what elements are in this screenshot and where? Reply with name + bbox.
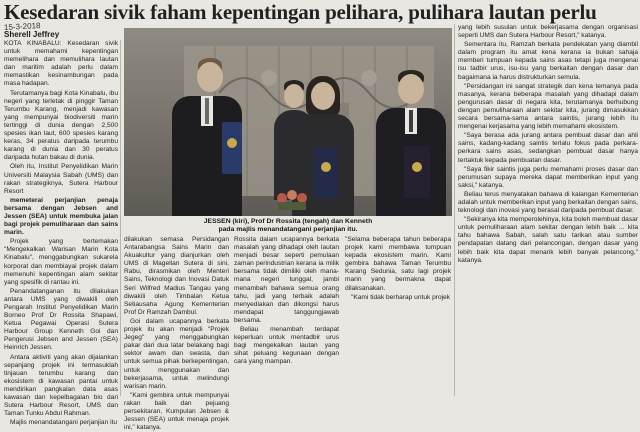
paragraph: "Kami tidak berharap untuk projek [351, 293, 451, 301]
agreement-book-center [314, 148, 338, 198]
article-headline: Kesedaran sivik faham kepentingan pelihara, pulihara lautan perlu [4, 0, 597, 24]
paragraph: Sementara itu, Ramzah berkata pendekatan yang diambil dalam program itu amat kena kerana ia bukan sahaja memberi tumpuan kepada sains asas tetapi juga mengenai isu tadbir urus, isu-isu yang berkaitan dengan dasar dan bagaimana ia harus distrukturkan semula. [458, 41, 638, 81]
paragraph: "Kami gembira untuk mempunyai rakan baik dan pejuang persekitaran, Kumpulan Jebsen & Jessen (SEA) untuk menaja projek ini," katanya. [124, 391, 229, 432]
paragraph: yang lebih susulan untuk bekerjasama dengan organisasi seperti UMS dan Sutera Harbour Resort," katanya. [458, 24, 638, 40]
column-divider [120, 40, 121, 396]
paragraph: Rossita dalam ucapannya berkata masalah yang dihadapi oleh lautan menjadi besar seperti pemulaan zaman perindustrian kerana ia milik bersama tidak dimiliki oleh mana-mana negeri tunggal, jambi menambah bahawa semua orang tahu, jadi yang terbaik adalah menyediakan dan dikongsi harus mendapat tanggungjawab bersama. [234, 236, 339, 324]
article-byline: Sherell Jeffrey [4, 30, 60, 39]
column-divider [454, 24, 455, 396]
caption-line: pada majlis menandatangani perjanjian itu. [218, 226, 358, 233]
handwritten-date: 15-3-2018 [3, 21, 41, 32]
paragraph: Beliau terus menyatakan bahawa di kalangan Kementerian adalah untuk memberikan input yang berkaitan dengan sains, teknologi dan inovasi yang berasal daripada pembuat dasar. [458, 190, 638, 215]
paragraph: "Persidangan ini sangat strategik dan kena temanya pada masanya, kerana beberapa masalah yang dihadapi dalam pengurusan dasar di negara kita, terutamanya berhubung dengan pemuliharaan alam sekitar kita, jurang dimasukkan secara bersama-sama antara saintis, jurang lebih itu mengenai kerjasama yang lebih memahami ekosistem. [458, 82, 638, 131]
paragraph: Penandatanganan itu dilakukan antara UMS yang diwakili oleh Pengarah Institut Penyelidikan Marin Borneo Prof Dr Rossita Shapawi, Ketua Pegawai Operasi Sutera Harbour Group Kenneth Goi dan Pengerusi Jebsen and Jessen (SEA) Heinrich Jessen. [4, 287, 118, 352]
paragraph: "Saya fikir saintis juga perlu memahami proses dasar dan perumusan supaya mereka dapat memberikan input yang saksi," katanya. [458, 165, 638, 189]
paragraph: Terutamanya bagi Kota Kinabalu, ibu negeri yang terletak di pinggir Taman Terumbu Karang, menjadi kawasan yang mempunyai biodiversiti marin tertinggi di dunia dengan 2,500 spesies ikan laut, 600 spesies karang keras, 34 peratus daripada terumbu karang di dunia dan 30 peratus daripada hutan bakau di dunia. [4, 89, 118, 162]
paragraph: Oleh itu, Institut Penyelidikan Marin Universiti Malaysia Sabah (UMS) dan rakan strategiknya, Sutera Harbour Resort [4, 163, 118, 195]
agreement-book-left [222, 122, 242, 174]
article-column-1 [4, 40, 118, 427]
emblem-icon [412, 162, 422, 172]
emblem-icon [321, 162, 331, 172]
paragraph: Majlis menandatangani perjanjian itu [10, 419, 118, 427]
paragraph: KOTA KINABALU: Kesedaran sivik untuk memahami kepentingan memelihara dan memulihara lautan dan maritim adalah perlu dalam memastikan kesinambungan pada masa hadapan. [4, 40, 118, 88]
agreement-book-right [404, 146, 430, 198]
paragraph: Goi dalam ucapannya berkata projek itu akan menjadi "Projek Jegeg" yang menggabungkan pakar dari dua latar belakang bagi sektor awam dan swasta, dan untuk semua pihak berkepentingan, untuk menggunakan dan bekerjasama, untuk melindungi warisan marin. [124, 317, 229, 390]
paragraph: Antara aktiviti yang akan dijalankan sepanjang projek ini termasuklah tinjauan terumbu karang dan ekosistem di kawasan pantai untuk mendirikan pangkalan data asas kawasan dan kepelbagaian bio dari Sutera Harbour Resort, UMS dan Taman Tunku Abdul Rahman. [4, 353, 118, 418]
emblem-icon [227, 138, 237, 148]
article-column-4 [345, 236, 451, 396]
paragraph: "Selama beberapa tahun beberapa projek kami membawa tumpuan kepada ekosistem marin. Kami gembira bahawa Taman Terumbu Karang Sedunia, satu lagi projek marin yang bermakna dapat dilaksanakan. [345, 236, 451, 292]
paragraph: dilakukan semasa Persidangan Antarabangsa Sains Marin dan Akuakultur yang dianjurkan oleh UMS di Magellan Sutera di sini, Rabu, dirasmikan oleh Menteri Sains, Teknologi dan Inovasi Datuk Seri Wilfred Madius Tangau yang diwakili oleh Timbalan Ketua Setiausaha Agung Kementerian Prof Dr Ramzah Dambul. [124, 236, 229, 316]
paragraph: "Saya berasa ada jurang antara pembuat dasar dan ahli sains, kadang-kadang saintis terlalu fokus pada perkara-perkara sains asas, sedangkan pembuat dasar hanya tertaktuk kepada pembuatan dasar. [458, 132, 638, 164]
paragraph: "Sekiranya kita memperolehinya, kita boleh membuat dasar untuk pemuliharaan alam sekitar dengan lebih baik ... kita tahu bahawa Sabah, salah satu tarikan atau sumber pendapatan datang dari pelancongan, dengan dasar yang lebih baik kita dapat menarik lebih banyak pelancong," katanya. [458, 216, 638, 264]
paragraph: Beliau menambah terdapat keperluan untuk mentadbir urus bagi mengekalkan lautan yang sihat peluang kegunaan dengan cara yang mampan. [234, 326, 339, 366]
article-column-5 [458, 24, 638, 396]
caption-line: JESSEN (kiri), Prof Dr Rossita (tengah) dan Kenneth [203, 218, 373, 225]
article-photo [124, 28, 452, 216]
article-column-3 [234, 236, 339, 396]
article-column-2 [124, 236, 229, 432]
photo-caption [124, 218, 452, 234]
paragraph: Projek yang bertemakan "Mengekalkan Warisan Marin Kota Kinabalu", menggabungkan sukarela korporat dan membiayai projek dalam memenuhi kepentingan alam sekitar yang spesifik di rantau ini. [4, 238, 118, 286]
paragraph: memeterai perjanjian penaja bersama dengan Jebsen and Jessen (SEA) untuk membuka jalan bagi projek pemuliharaan dan sains marin. [4, 196, 118, 237]
flowers-icon [274, 188, 310, 210]
